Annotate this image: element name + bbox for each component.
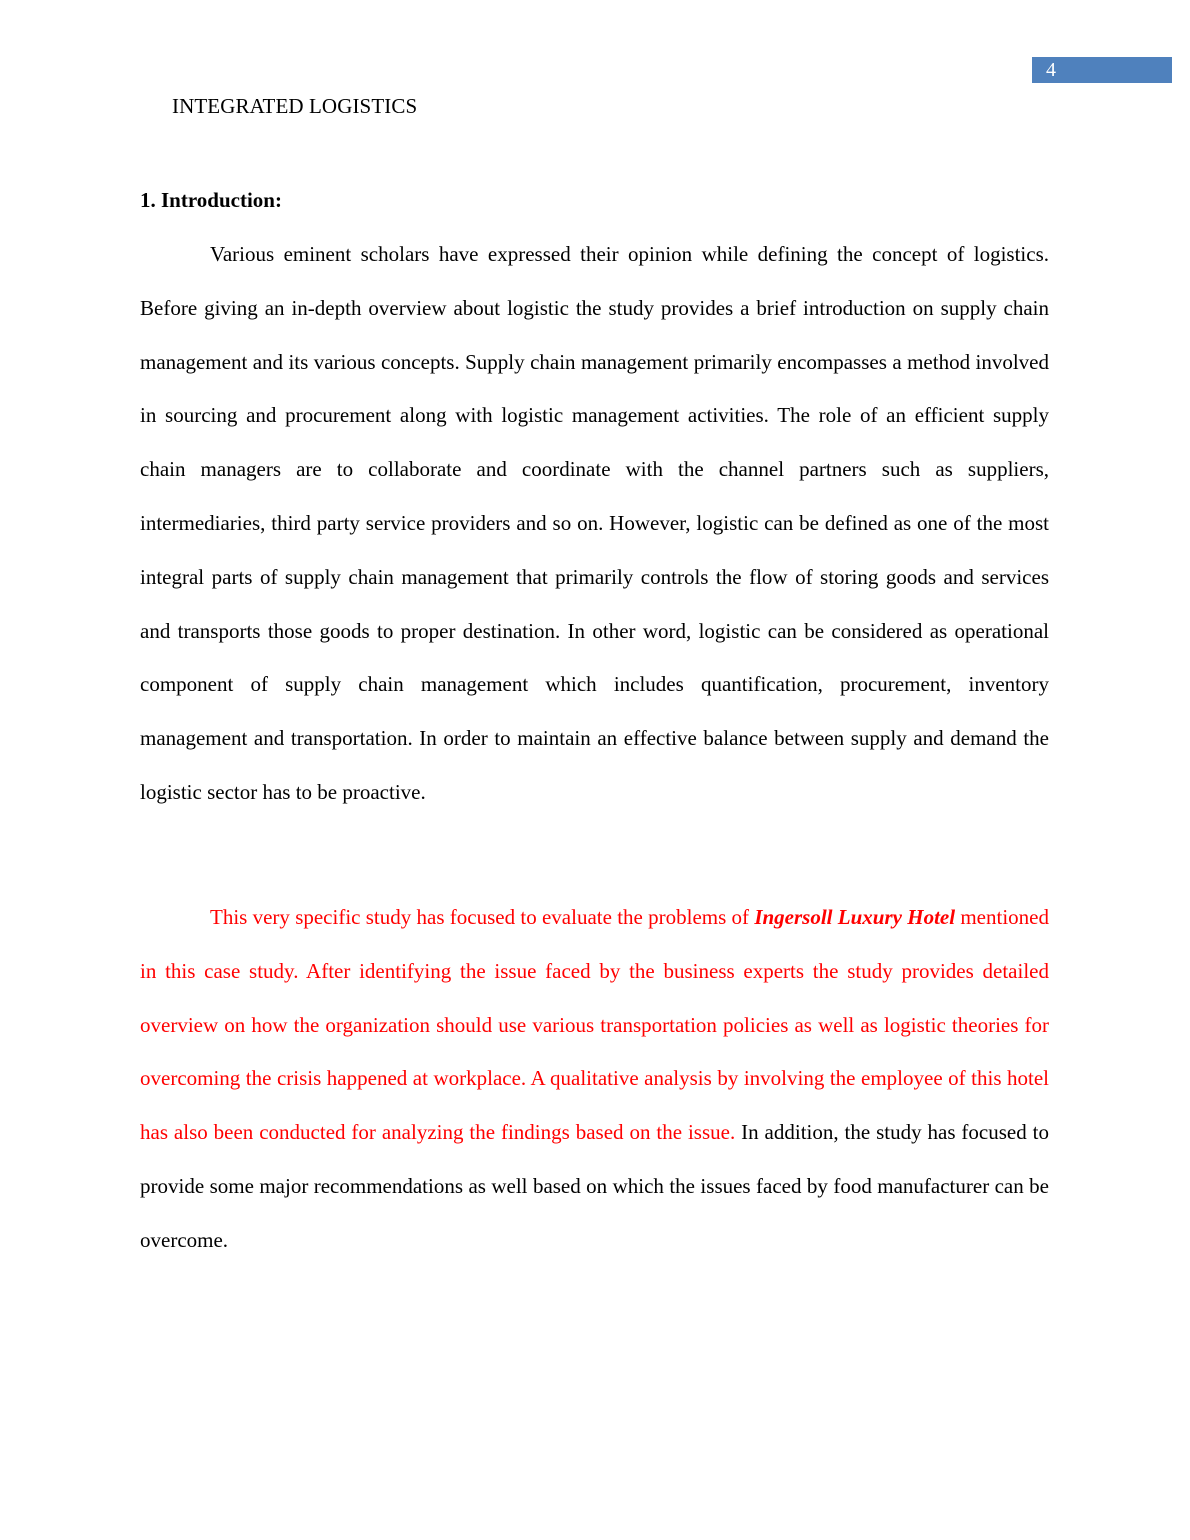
intro-paragraph-1: Various eminent scholars have expressed their opinion while defining the concept of logistics. Before giving an in-depth overview about logistic the study provides a brief introduction on supply chain management and its various concepts. Supply chain management primarily encompasses a method involved in sourcing and procurement along with logistic management activities. The role of an efficient supply chain managers are to collaborate and coordinate with the channel partners such as suppliers, intermediaries, third party service providers and so on. However, logistic can be defined as one of the most integral parts of supply chain management that primarily controls the flow of storing goods and services and transports those goods to proper destination. In other word, logistic can be considered as operational component of supply chain management which includes quantification, procurement, inventory management and transportation. In order to maintain an effective balance between supply and demand the logistic sector has to be proactive.: [140, 242, 1049, 804]
intro-paragraph-2: [140, 891, 1049, 1268]
running-head: INTEGRATED LOGISTICS: [172, 94, 418, 118]
paragraph-2-plain-text: In addition, the study has focused to provide some major recommendations as well based on which the issues faced by food manufacturer can be overcome.: [140, 1120, 1049, 1252]
hotel-name-emphasis: Ingersoll Luxury Hotel: [754, 905, 956, 929]
page-number: 4: [1046, 59, 1056, 81]
page-number-box: [1032, 57, 1172, 83]
highlighted-text-rest: mentioned in this case study. After identifying the issue faced by the business experts the study provides detailed overview on how the organization should use various transportation policies as well as logistic theories for overcoming the crisis happened at workplace. A qualitative analysis by involving the employee of this hotel has also been conducted for analyzing the findings based on the issue.: [140, 905, 1049, 1145]
section-heading: 1. Introduction:: [140, 188, 282, 212]
highlighted-text-start: This very specific study has focused to evaluate the problems of: [210, 905, 755, 929]
